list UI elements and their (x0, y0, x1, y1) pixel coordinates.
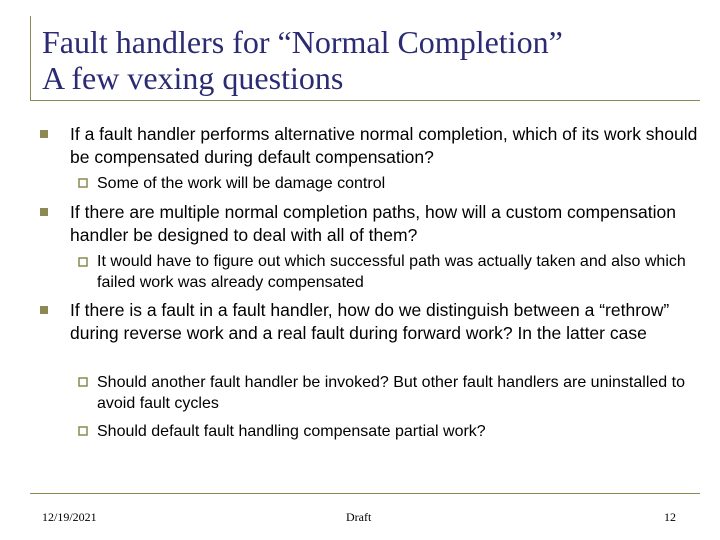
footer-line (30, 493, 700, 494)
title-line-1: Fault handlers for “Normal Completion” (42, 24, 563, 60)
title-line-2: A few vexing questions (42, 60, 344, 96)
subbullet-icon (78, 257, 88, 267)
frame-vertical-line (30, 16, 31, 100)
page-number: 12 (664, 510, 676, 524)
bullet-icon (40, 306, 48, 314)
sub-item-text: It would have to figure out which successful path was actually taken and also which failed work was already compensated (97, 253, 686, 291)
footer-date: 12/19/2021 (42, 510, 97, 524)
title-underline (30, 100, 700, 101)
slide-title (42, 24, 702, 96)
bullet-icon (40, 208, 48, 216)
list-item-text: If there is a fault in a fault handler, how do we distinguish between a “rethrow” during reverse work and a real fault during forward work? In the latter case (70, 300, 670, 343)
sub-item-text: Should another fault handler be invoked? But other fault handlers are uninstalled to avoid fault cycles (97, 374, 685, 412)
list-item-text: If a fault handler performs alternative normal completion, which of its work should be compensated during default compensation? (70, 124, 698, 167)
footer-draft-label: Draft (346, 510, 372, 524)
list-item-text: If there are multiple normal completion paths, how will a custom compensation handler be designed to deal with all of them? (70, 202, 676, 245)
subbullet-icon (78, 377, 88, 387)
sub-item-text: Should default fault handling compensate partial work? (97, 423, 486, 440)
subbullet-icon (78, 426, 88, 436)
bullet-icon (40, 130, 48, 138)
sub-item-text: Some of the work will be damage control (97, 175, 386, 192)
subbullet-icon (78, 178, 88, 188)
